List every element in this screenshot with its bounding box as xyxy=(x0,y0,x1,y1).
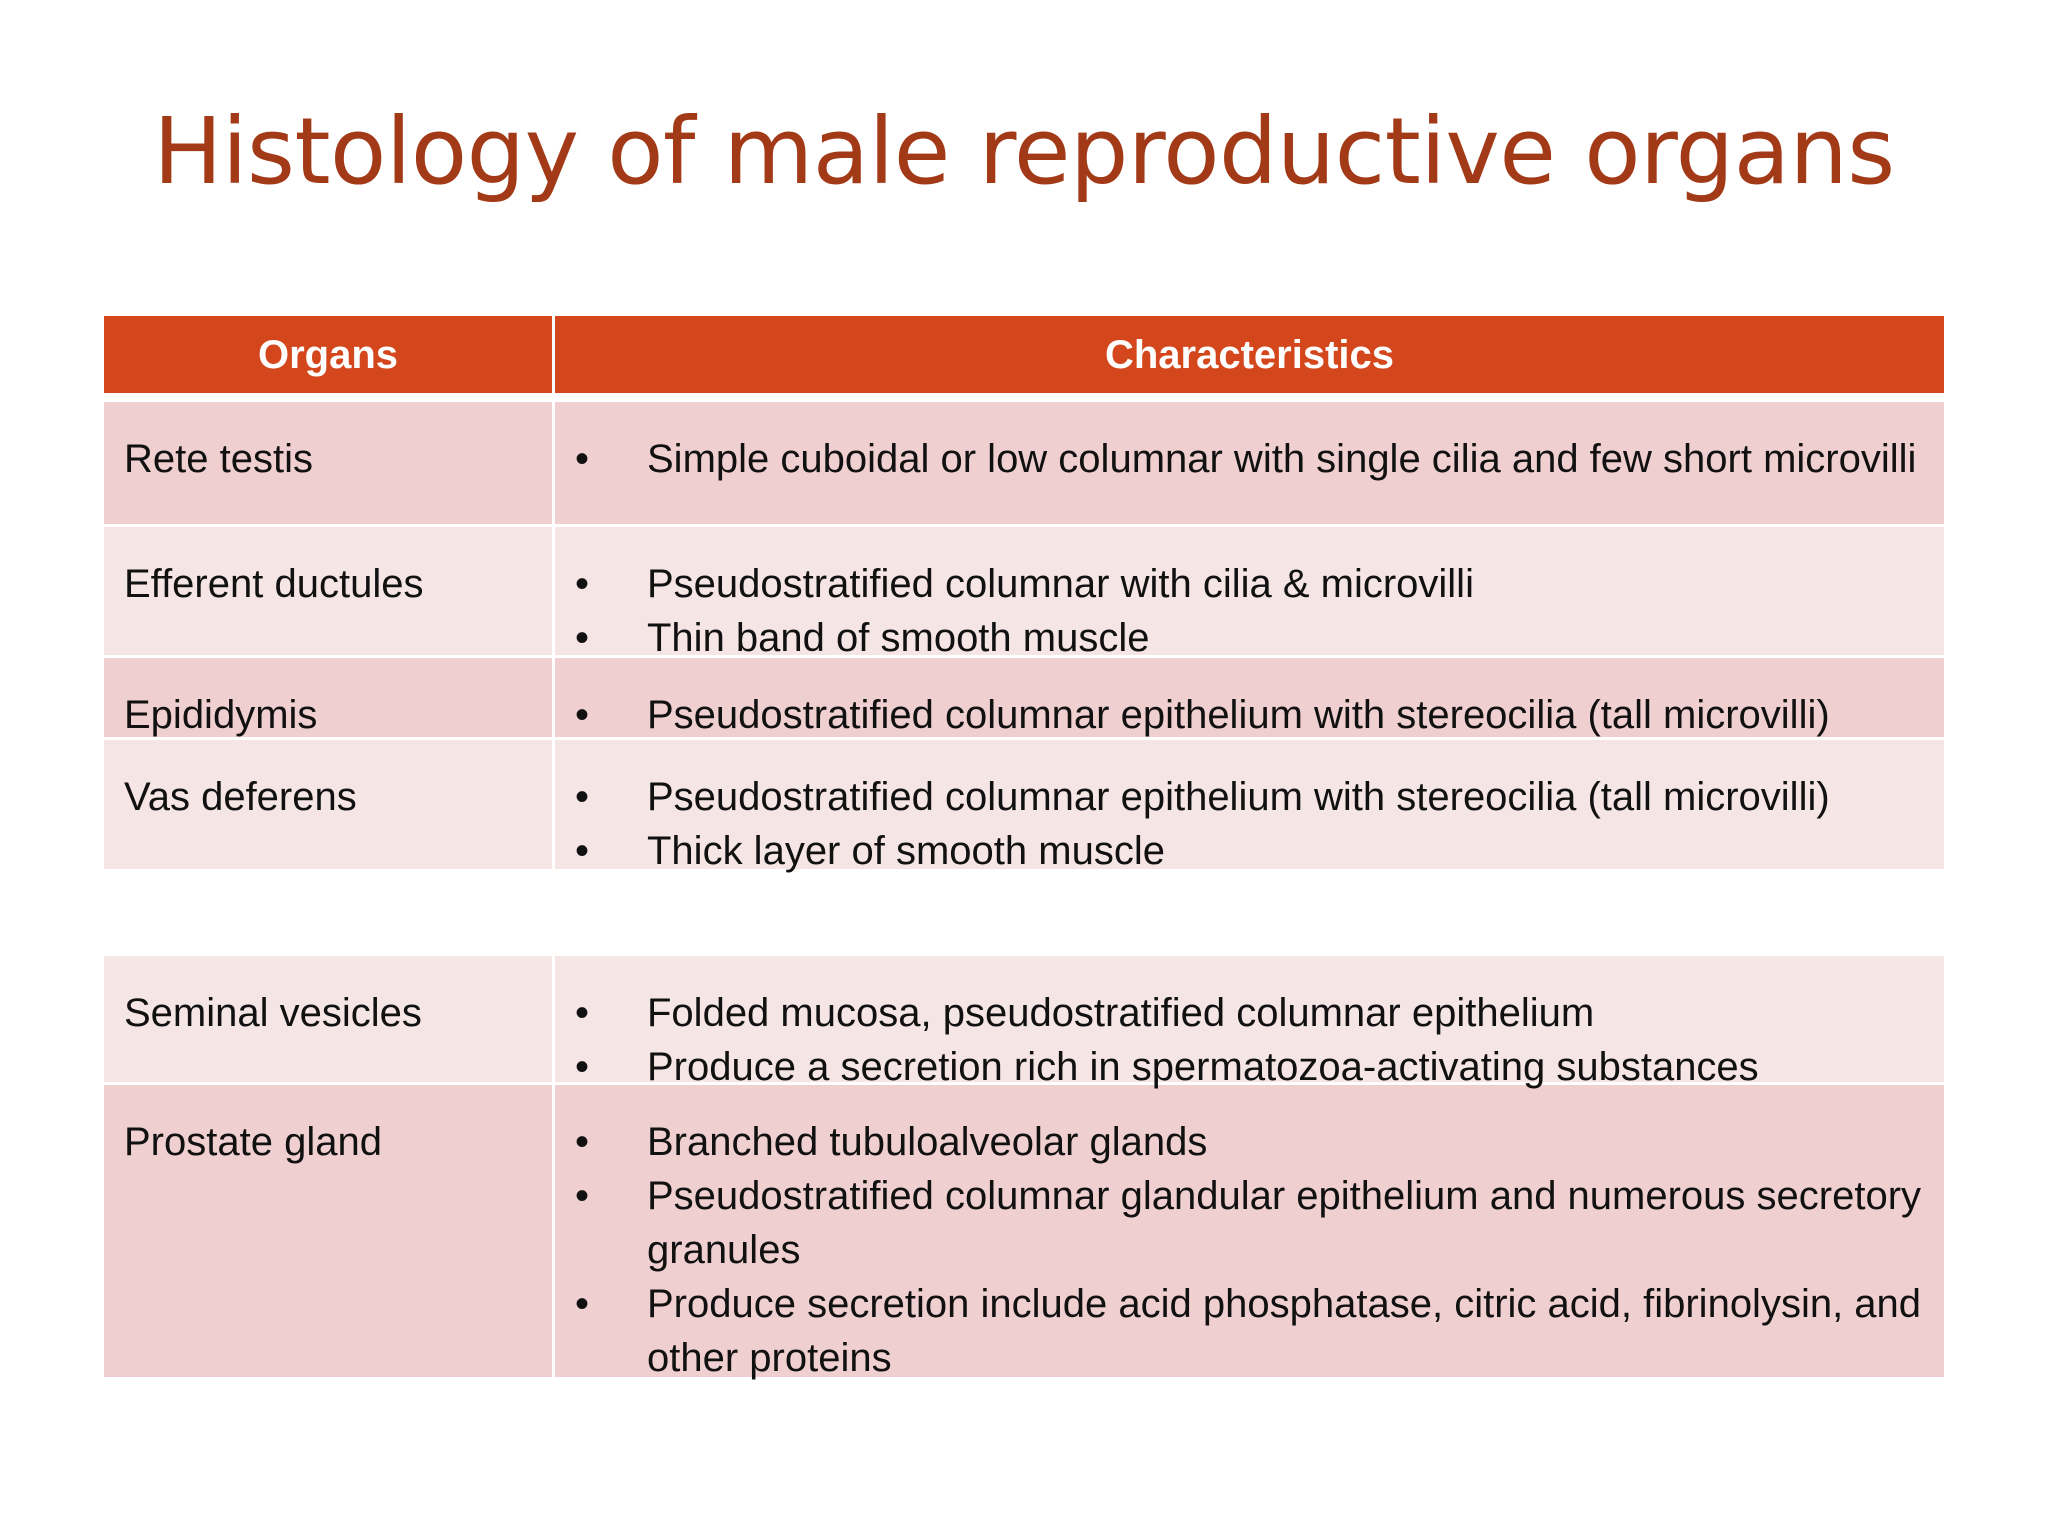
characteristics-cell xyxy=(555,658,1944,737)
list-item xyxy=(555,986,1924,1040)
bullet-text: Produce secretion include acid phosphatase, citric acid, fibrinolysin, and other proteins xyxy=(647,1282,1922,1380)
histology-table-2 xyxy=(104,956,1944,1380)
list-item xyxy=(555,1169,1924,1277)
bullet-text: Pseudostratified columnar epithelium with stereocilia (tall microvilli) xyxy=(647,775,1830,819)
bullet-icon: • xyxy=(575,775,590,819)
bullet-text: Thin band of smooth muscle xyxy=(647,616,1150,660)
characteristics-cell xyxy=(555,527,1944,660)
bullet-icon: • xyxy=(575,829,590,873)
bullet-icon: • xyxy=(575,562,590,606)
bullet-text: Thick layer of smooth muscle xyxy=(647,829,1165,873)
list-item xyxy=(555,1115,1924,1169)
characteristics-cell xyxy=(555,402,1944,524)
characteristics-cell xyxy=(555,956,1944,1089)
header-characteristics: Characteristics xyxy=(1104,333,1395,377)
list-item xyxy=(555,1277,1924,1385)
bullet-icon: • xyxy=(575,1174,590,1218)
table-row xyxy=(104,402,1944,527)
list-item xyxy=(555,770,1924,824)
histology-table xyxy=(104,316,1944,873)
list-item xyxy=(555,557,1924,611)
organ-cell: Vas deferens xyxy=(104,740,555,869)
bullet-text: Produce a secretion rich in spermatozoa-activating substances xyxy=(647,1045,1759,1089)
bullet-icon: • xyxy=(575,1045,590,1089)
bullet-text: Folded mucosa, pseudostratified columnar epithelium xyxy=(647,991,1595,1035)
bullet-icon: • xyxy=(575,1282,590,1326)
organ-cell: Efferent ductules xyxy=(104,527,555,655)
bullet-text: Simple cuboidal or low columnar with single cilia and few short microvilli xyxy=(647,437,1917,481)
list-item xyxy=(555,611,1924,665)
table-header-row xyxy=(104,316,1944,396)
bullet-icon: • xyxy=(575,437,590,481)
characteristics-cell xyxy=(555,740,1944,873)
bullet-icon: • xyxy=(575,616,590,660)
bullet-text: Pseudostratified columnar with cilia & microvilli xyxy=(647,562,1474,606)
bullet-text: Pseudostratified columnar epithelium with stereocilia (tall microvilli) xyxy=(647,693,1830,737)
table-row xyxy=(104,740,1944,873)
table-row xyxy=(104,956,1944,1089)
bullet-icon: • xyxy=(575,991,590,1035)
bullet-text: Pseudostratified columnar glandular epithelium and numerous secretory granules xyxy=(647,1174,1922,1272)
list-item xyxy=(555,432,1924,486)
table-row xyxy=(104,658,1944,740)
organ-cell: Rete testis xyxy=(104,402,555,524)
table-row xyxy=(104,527,1944,658)
bullet-text: Branched tubuloalveolar glands xyxy=(647,1120,1208,1164)
bullet-icon: • xyxy=(575,693,590,737)
slide-title: Histology of male reproductive organs xyxy=(153,98,1895,205)
organ-cell: Prostate gland xyxy=(104,1085,555,1377)
list-item xyxy=(555,824,1924,878)
table-row xyxy=(104,1085,1944,1380)
characteristics-cell xyxy=(555,1085,1944,1380)
organ-cell: Seminal vesicles xyxy=(104,956,555,1082)
header-organs: Organs xyxy=(104,316,555,393)
bullet-icon: • xyxy=(575,1120,590,1164)
organ-cell: Epididymis xyxy=(104,658,555,737)
list-item xyxy=(555,688,1924,742)
